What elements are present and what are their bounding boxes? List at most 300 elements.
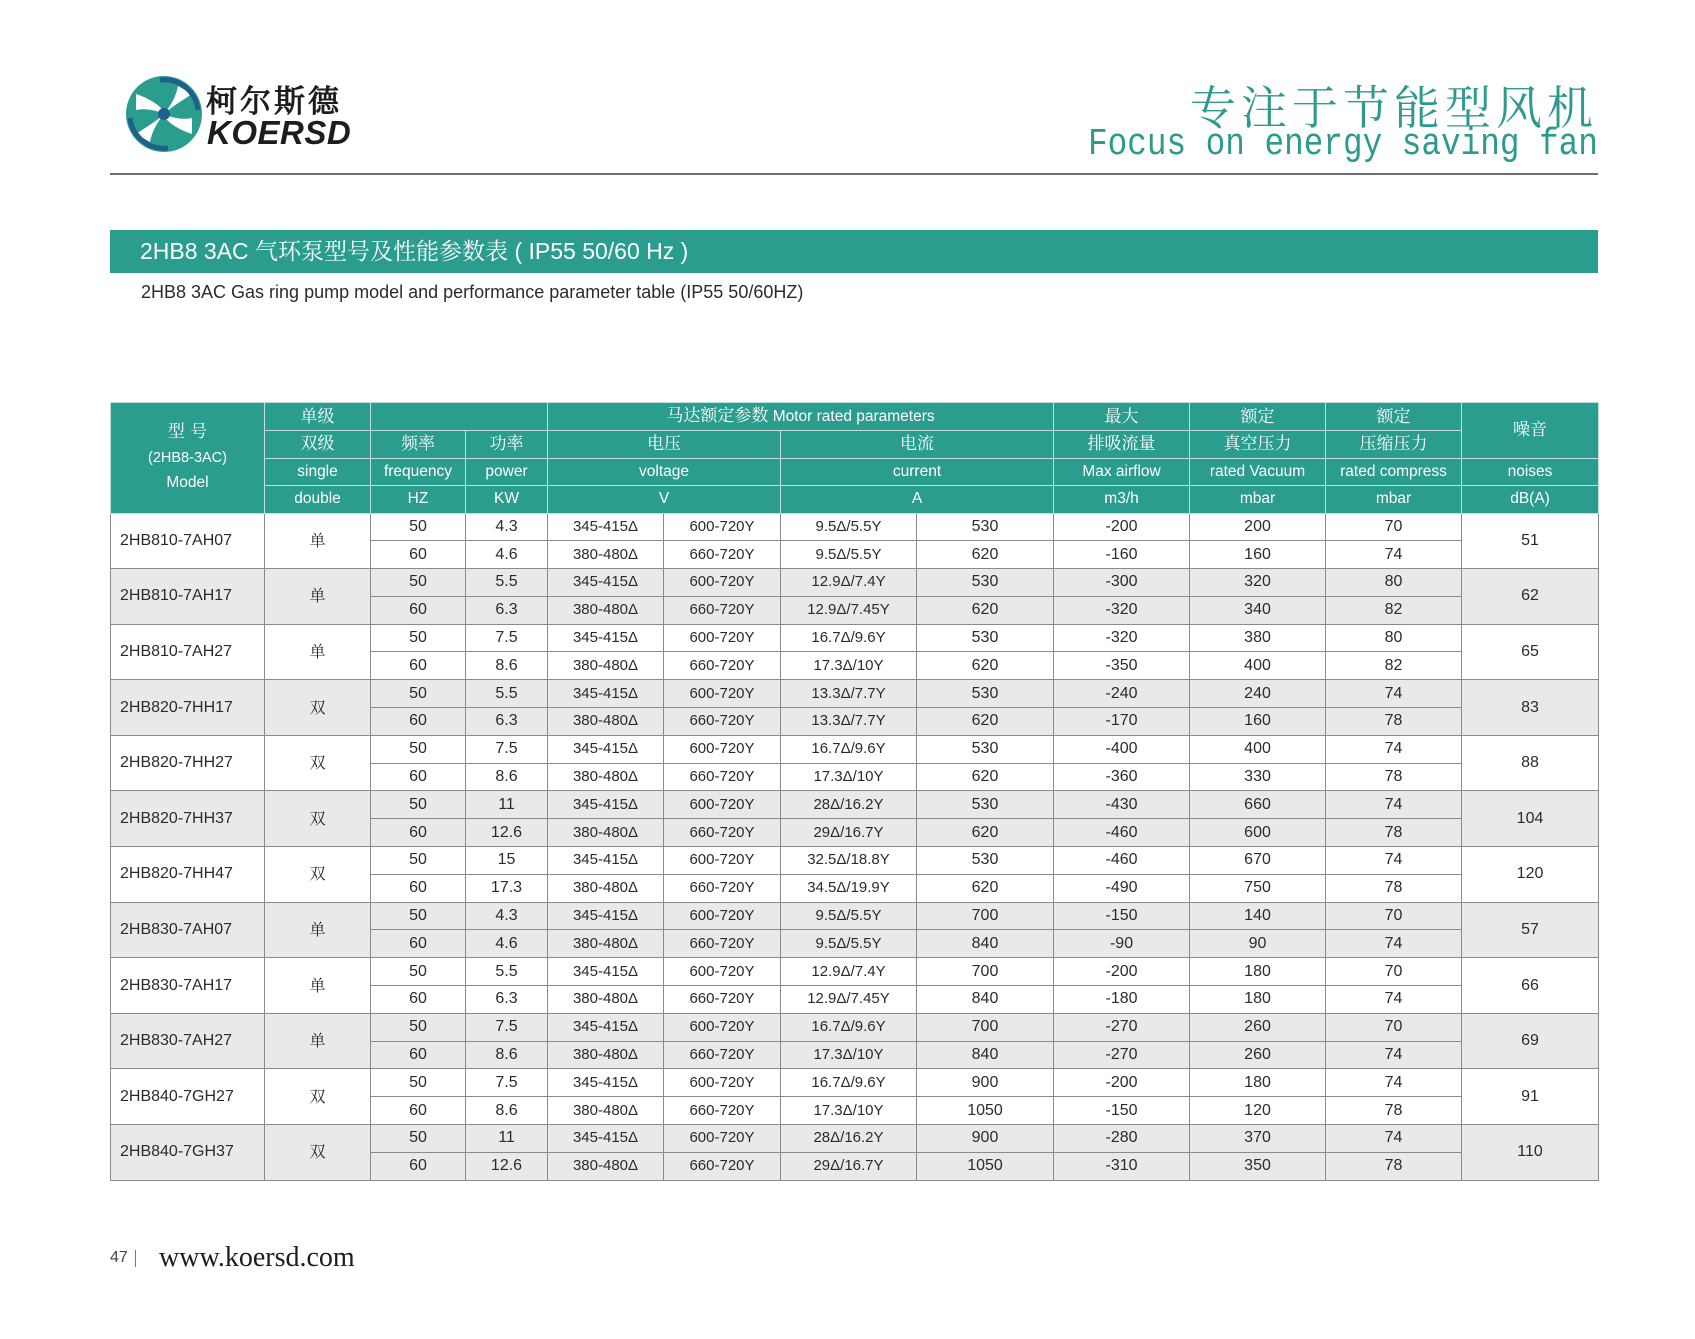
voltage-delta-cell: 345-415Δ bbox=[548, 958, 664, 986]
voltage-delta-cell: 380-480Δ bbox=[548, 596, 664, 624]
frequency-cell: 60 bbox=[371, 874, 466, 902]
page-number: 47 bbox=[110, 1249, 128, 1266]
weight-cell: 66 bbox=[1462, 958, 1599, 1014]
airflow-cell: 530 bbox=[917, 791, 1054, 819]
header-stage-cn-2: 双级 bbox=[265, 431, 371, 459]
weight-cell: 83 bbox=[1462, 680, 1599, 736]
power-cell: 8.6 bbox=[466, 1041, 548, 1069]
airflow-cell: 840 bbox=[917, 986, 1054, 1014]
table-row bbox=[111, 513, 1599, 541]
current-cell: 29Δ/16.7Y bbox=[781, 1152, 917, 1180]
vacuum-cell: -490 bbox=[1054, 874, 1190, 902]
frequency-cell: 50 bbox=[371, 735, 466, 763]
frequency-cell: 60 bbox=[371, 819, 466, 847]
power-cell: 8.6 bbox=[466, 763, 548, 791]
frequency-cell: 60 bbox=[371, 1097, 466, 1125]
model-cell: 2HB820-7HH37 bbox=[111, 791, 265, 847]
weight-cell: 110 bbox=[1462, 1125, 1599, 1181]
header-current-cn: 电流 bbox=[781, 431, 1054, 459]
noise-cell: 70 bbox=[1326, 958, 1462, 986]
noise-cell: 78 bbox=[1326, 819, 1462, 847]
voltage-delta-cell: 380-480Δ bbox=[548, 1152, 664, 1180]
compress-cell: 140 bbox=[1190, 902, 1326, 930]
header-airflow-cn-2: 排吸流量 bbox=[1054, 431, 1190, 459]
header-noise-cn: 噪音 bbox=[1462, 403, 1599, 459]
voltage-star-cell: 660-720Y bbox=[664, 652, 781, 680]
power-cell: 7.5 bbox=[466, 735, 548, 763]
header-motor-cn: 马达额定参数 bbox=[666, 406, 769, 426]
stage-cell: 单 bbox=[265, 624, 371, 680]
airflow-cell: 530 bbox=[917, 735, 1054, 763]
header-stage-en-2: double bbox=[265, 486, 371, 514]
voltage-star-cell: 660-720Y bbox=[664, 708, 781, 736]
header-freq-en: frequency bbox=[371, 458, 466, 486]
power-cell: 4.3 bbox=[466, 902, 548, 930]
table-row bbox=[111, 1125, 1599, 1153]
model-cell: 2HB810-7AH27 bbox=[111, 624, 265, 680]
footer-separator bbox=[135, 1250, 136, 1267]
header-model-code: (2HB8-3AC) bbox=[148, 450, 227, 467]
vacuum-cell: -430 bbox=[1054, 791, 1190, 819]
table-row bbox=[111, 847, 1599, 875]
voltage-star-cell: 660-720Y bbox=[664, 986, 781, 1014]
table-row bbox=[111, 735, 1599, 763]
slogan-cn: 专注于节能型风机 bbox=[1190, 81, 1598, 135]
power-cell: 11 bbox=[466, 1125, 548, 1153]
header-vacuum-unit: mbar bbox=[1190, 486, 1326, 514]
current-cell: 17.3Δ/10Y bbox=[781, 763, 917, 791]
compress-cell: 330 bbox=[1190, 763, 1326, 791]
stage-cell: 单 bbox=[265, 1013, 371, 1069]
airflow-cell: 840 bbox=[917, 1041, 1054, 1069]
vacuum-cell: -240 bbox=[1054, 680, 1190, 708]
header-divider bbox=[110, 173, 1598, 175]
airflow-cell: 530 bbox=[917, 680, 1054, 708]
voltage-delta-cell: 345-415Δ bbox=[548, 1125, 664, 1153]
voltage-delta-cell: 345-415Δ bbox=[548, 902, 664, 930]
voltage-delta-cell: 380-480Δ bbox=[548, 874, 664, 902]
voltage-star-cell: 660-720Y bbox=[664, 1041, 781, 1069]
vacuum-cell: -300 bbox=[1054, 569, 1190, 597]
header-freq-cn: 频率 bbox=[371, 431, 466, 459]
vacuum-cell: -200 bbox=[1054, 513, 1190, 541]
current-cell: 13.3Δ/7.7Y bbox=[781, 708, 917, 736]
vacuum-cell: -280 bbox=[1054, 1125, 1190, 1153]
voltage-delta-cell: 345-415Δ bbox=[548, 1069, 664, 1097]
frequency-cell: 50 bbox=[371, 569, 466, 597]
voltage-star-cell: 600-720Y bbox=[664, 513, 781, 541]
current-cell: 16.7Δ/9.6Y bbox=[781, 1013, 917, 1041]
compress-cell: 350 bbox=[1190, 1152, 1326, 1180]
table-row bbox=[111, 902, 1599, 930]
compress-cell: 320 bbox=[1190, 569, 1326, 597]
noise-cell: 74 bbox=[1326, 986, 1462, 1014]
vacuum-cell: -180 bbox=[1054, 986, 1190, 1014]
noise-cell: 74 bbox=[1326, 1125, 1462, 1153]
airflow-cell: 620 bbox=[917, 708, 1054, 736]
frequency-cell: 60 bbox=[371, 930, 466, 958]
header-airflow-cn-1: 最大 bbox=[1054, 403, 1190, 431]
model-cell: 2HB830-7AH07 bbox=[111, 902, 265, 958]
current-cell: 16.7Δ/9.6Y bbox=[781, 1069, 917, 1097]
noise-cell: 74 bbox=[1326, 1041, 1462, 1069]
power-cell: 6.3 bbox=[466, 986, 548, 1014]
airflow-cell: 530 bbox=[917, 569, 1054, 597]
weight-cell: 57 bbox=[1462, 902, 1599, 958]
weight-cell: 120 bbox=[1462, 847, 1599, 903]
vacuum-cell: -320 bbox=[1054, 596, 1190, 624]
current-cell: 28Δ/16.2Y bbox=[781, 1125, 917, 1153]
voltage-star-cell: 660-720Y bbox=[664, 541, 781, 569]
current-cell: 9.5Δ/5.5Y bbox=[781, 541, 917, 569]
power-cell: 5.5 bbox=[466, 958, 548, 986]
compress-cell: 160 bbox=[1190, 541, 1326, 569]
compress-cell: 370 bbox=[1190, 1125, 1326, 1153]
performance-parameter-table bbox=[110, 402, 1599, 1181]
voltage-delta-cell: 380-480Δ bbox=[548, 541, 664, 569]
voltage-delta-cell: 345-415Δ bbox=[548, 735, 664, 763]
voltage-delta-cell: 380-480Δ bbox=[548, 763, 664, 791]
compress-cell: 340 bbox=[1190, 596, 1326, 624]
power-cell: 17.3 bbox=[466, 874, 548, 902]
frequency-cell: 50 bbox=[371, 1069, 466, 1097]
noise-cell: 74 bbox=[1326, 791, 1462, 819]
noise-cell: 70 bbox=[1326, 513, 1462, 541]
voltage-star-cell: 660-720Y bbox=[664, 930, 781, 958]
current-cell: 16.7Δ/9.6Y bbox=[781, 624, 917, 652]
noise-cell: 74 bbox=[1326, 1069, 1462, 1097]
frequency-cell: 60 bbox=[371, 596, 466, 624]
weight-cell: 69 bbox=[1462, 1013, 1599, 1069]
voltage-delta-cell: 380-480Δ bbox=[548, 1041, 664, 1069]
vacuum-cell: -150 bbox=[1054, 902, 1190, 930]
voltage-star-cell: 600-720Y bbox=[664, 1125, 781, 1153]
current-cell: 17.3Δ/10Y bbox=[781, 652, 917, 680]
model-cell: 2HB820-7HH27 bbox=[111, 735, 265, 791]
voltage-delta-cell: 380-480Δ bbox=[548, 708, 664, 736]
airflow-cell: 620 bbox=[917, 652, 1054, 680]
power-cell: 15 bbox=[466, 847, 548, 875]
airflow-cell: 620 bbox=[917, 541, 1054, 569]
airflow-cell: 620 bbox=[917, 819, 1054, 847]
noise-cell: 70 bbox=[1326, 902, 1462, 930]
voltage-delta-cell: 380-480Δ bbox=[548, 819, 664, 847]
airflow-cell: 840 bbox=[917, 930, 1054, 958]
table-body bbox=[111, 513, 1599, 1180]
stage-cell: 双 bbox=[265, 1125, 371, 1181]
header-vacuum-cn-2: 真空压力 bbox=[1190, 431, 1326, 459]
current-cell: 29Δ/16.7Y bbox=[781, 819, 917, 847]
power-cell: 12.6 bbox=[466, 1152, 548, 1180]
power-cell: 12.6 bbox=[466, 819, 548, 847]
model-cell: 2HB830-7AH17 bbox=[111, 958, 265, 1014]
table-row bbox=[111, 1069, 1599, 1097]
airflow-cell: 530 bbox=[917, 847, 1054, 875]
current-cell: 12.9Δ/7.4Y bbox=[781, 958, 917, 986]
model-cell: 2HB840-7GH27 bbox=[111, 1069, 265, 1125]
noise-cell: 74 bbox=[1326, 680, 1462, 708]
airflow-cell: 1050 bbox=[917, 1097, 1054, 1125]
header-noise-en: noises bbox=[1462, 458, 1599, 486]
table-row bbox=[111, 958, 1599, 986]
current-cell: 9.5Δ/5.5Y bbox=[781, 930, 917, 958]
frequency-cell: 60 bbox=[371, 541, 466, 569]
compress-cell: 180 bbox=[1190, 958, 1326, 986]
noise-cell: 82 bbox=[1326, 596, 1462, 624]
frequency-cell: 50 bbox=[371, 680, 466, 708]
header-stage-en-1: single bbox=[265, 458, 371, 486]
table-row bbox=[111, 624, 1599, 652]
voltage-star-cell: 600-720Y bbox=[664, 735, 781, 763]
noise-cell: 80 bbox=[1326, 569, 1462, 597]
power-cell: 4.6 bbox=[466, 930, 548, 958]
table-row bbox=[111, 791, 1599, 819]
current-cell: 17.3Δ/10Y bbox=[781, 1041, 917, 1069]
compress-cell: 120 bbox=[1190, 1097, 1326, 1125]
airflow-cell: 620 bbox=[917, 596, 1054, 624]
table-row bbox=[111, 1013, 1599, 1041]
vacuum-cell: -360 bbox=[1054, 763, 1190, 791]
noise-cell: 70 bbox=[1326, 1013, 1462, 1041]
header-compress-cn-1: 额定 bbox=[1326, 403, 1462, 431]
vacuum-cell: -310 bbox=[1054, 1152, 1190, 1180]
header-noise-unit: dB(A) bbox=[1462, 486, 1599, 514]
power-cell: 11 bbox=[466, 791, 548, 819]
current-cell: 12.9Δ/7.4Y bbox=[781, 569, 917, 597]
weight-cell: 51 bbox=[1462, 513, 1599, 569]
vacuum-cell: -270 bbox=[1054, 1013, 1190, 1041]
header-compress-cn-2: 压缩压力 bbox=[1326, 431, 1462, 459]
frequency-cell: 50 bbox=[371, 624, 466, 652]
voltage-star-cell: 600-720Y bbox=[664, 791, 781, 819]
stage-cell: 双 bbox=[265, 847, 371, 903]
table-row bbox=[111, 680, 1599, 708]
frequency-cell: 50 bbox=[371, 958, 466, 986]
airflow-cell: 620 bbox=[917, 874, 1054, 902]
header-model bbox=[111, 403, 265, 514]
model-cell: 2HB810-7AH17 bbox=[111, 569, 265, 625]
voltage-star-cell: 660-720Y bbox=[664, 1152, 781, 1180]
header-stage-cn-1: 单级 bbox=[265, 403, 371, 431]
model-cell: 2HB840-7GH37 bbox=[111, 1125, 265, 1181]
current-cell: 13.3Δ/7.7Y bbox=[781, 680, 917, 708]
weight-cell: 88 bbox=[1462, 735, 1599, 791]
power-cell: 8.6 bbox=[466, 1097, 548, 1125]
compress-cell: 180 bbox=[1190, 1069, 1326, 1097]
noise-cell: 78 bbox=[1326, 763, 1462, 791]
vacuum-cell: -150 bbox=[1054, 1097, 1190, 1125]
voltage-delta-cell: 345-415Δ bbox=[548, 847, 664, 875]
current-cell: 16.7Δ/9.6Y bbox=[781, 735, 917, 763]
noise-cell: 78 bbox=[1326, 874, 1462, 902]
voltage-delta-cell: 345-415Δ bbox=[548, 569, 664, 597]
header-power-cn: 功率 bbox=[466, 431, 548, 459]
website-url: www.koersd.com bbox=[159, 1242, 355, 1273]
vacuum-cell: -270 bbox=[1054, 1041, 1190, 1069]
frequency-cell: 60 bbox=[371, 708, 466, 736]
voltage-delta-cell: 345-415Δ bbox=[548, 680, 664, 708]
current-cell: 9.5Δ/5.5Y bbox=[781, 902, 917, 930]
stage-cell: 单 bbox=[265, 958, 371, 1014]
table-title-bar bbox=[110, 230, 1598, 273]
header-freq-unit: HZ bbox=[371, 486, 466, 514]
slogan-en: Focus on energy saving fan bbox=[1088, 123, 1598, 166]
stage-cell: 单 bbox=[265, 513, 371, 569]
voltage-delta-cell: 345-415Δ bbox=[548, 624, 664, 652]
frequency-cell: 60 bbox=[371, 1041, 466, 1069]
compress-cell: 400 bbox=[1190, 735, 1326, 763]
power-cell: 7.5 bbox=[466, 624, 548, 652]
table-header bbox=[111, 403, 1599, 514]
noise-cell: 74 bbox=[1326, 930, 1462, 958]
vacuum-cell: -160 bbox=[1054, 541, 1190, 569]
brand-name-cn: 柯尔斯德 bbox=[206, 84, 342, 120]
voltage-star-cell: 600-720Y bbox=[664, 624, 781, 652]
voltage-star-cell: 600-720Y bbox=[664, 1013, 781, 1041]
frequency-cell: 50 bbox=[371, 902, 466, 930]
noise-cell: 82 bbox=[1326, 652, 1462, 680]
model-cell: 2HB810-7AH07 bbox=[111, 513, 265, 569]
compress-cell: 180 bbox=[1190, 986, 1326, 1014]
noise-cell: 74 bbox=[1326, 847, 1462, 875]
vacuum-cell: -460 bbox=[1054, 847, 1190, 875]
stage-cell: 双 bbox=[265, 735, 371, 791]
compress-cell: 90 bbox=[1190, 930, 1326, 958]
header-voltage-unit: V bbox=[548, 486, 781, 514]
voltage-star-cell: 600-720Y bbox=[664, 958, 781, 986]
stage-cell: 单 bbox=[265, 569, 371, 625]
voltage-star-cell: 660-720Y bbox=[664, 596, 781, 624]
stage-cell: 双 bbox=[265, 1069, 371, 1125]
airflow-cell: 620 bbox=[917, 763, 1054, 791]
header-compress-unit: mbar bbox=[1326, 486, 1462, 514]
compress-cell: 200 bbox=[1190, 513, 1326, 541]
power-cell: 4.3 bbox=[466, 513, 548, 541]
compress-cell: 660 bbox=[1190, 791, 1326, 819]
vacuum-cell: -170 bbox=[1054, 708, 1190, 736]
header-compress-en: rated compress bbox=[1326, 458, 1462, 486]
compress-cell: 400 bbox=[1190, 652, 1326, 680]
header-airflow-unit: m3/h bbox=[1054, 486, 1190, 514]
voltage-delta-cell: 380-480Δ bbox=[548, 1097, 664, 1125]
stage-cell: 双 bbox=[265, 680, 371, 736]
noise-cell: 78 bbox=[1326, 1152, 1462, 1180]
power-cell: 7.5 bbox=[466, 1013, 548, 1041]
current-cell: 28Δ/16.2Y bbox=[781, 791, 917, 819]
header-power-unit: KW bbox=[466, 486, 548, 514]
frequency-cell: 50 bbox=[371, 1013, 466, 1041]
table-subtitle-en: 2HB8 3AC Gas ring pump model and performance parameter table (IP55 50/60HZ) bbox=[141, 282, 804, 302]
model-cell: 2HB820-7HH17 bbox=[111, 680, 265, 736]
power-cell: 6.3 bbox=[466, 596, 548, 624]
header-vacuum-cn-1: 额定 bbox=[1190, 403, 1326, 431]
power-cell: 8.6 bbox=[466, 652, 548, 680]
vacuum-cell: -320 bbox=[1054, 624, 1190, 652]
weight-cell: 65 bbox=[1462, 624, 1599, 680]
vacuum-cell: -200 bbox=[1054, 1069, 1190, 1097]
header-motor bbox=[548, 403, 1054, 431]
compress-cell: 260 bbox=[1190, 1013, 1326, 1041]
noise-cell: 78 bbox=[1326, 1097, 1462, 1125]
current-cell: 17.3Δ/10Y bbox=[781, 1097, 917, 1125]
power-cell: 6.3 bbox=[466, 708, 548, 736]
voltage-delta-cell: 345-415Δ bbox=[548, 513, 664, 541]
current-cell: 12.9Δ/7.45Y bbox=[781, 986, 917, 1014]
voltage-star-cell: 660-720Y bbox=[664, 874, 781, 902]
compress-cell: 750 bbox=[1190, 874, 1326, 902]
compress-cell: 380 bbox=[1190, 624, 1326, 652]
weight-cell: 62 bbox=[1462, 569, 1599, 625]
power-cell: 5.5 bbox=[466, 680, 548, 708]
header-current-en: current bbox=[781, 458, 1054, 486]
noise-cell: 80 bbox=[1326, 624, 1462, 652]
frequency-cell: 60 bbox=[371, 986, 466, 1014]
compress-cell: 260 bbox=[1190, 1041, 1326, 1069]
voltage-star-cell: 660-720Y bbox=[664, 763, 781, 791]
airflow-cell: 700 bbox=[917, 1013, 1054, 1041]
voltage-delta-cell: 380-480Δ bbox=[548, 930, 664, 958]
airflow-cell: 700 bbox=[917, 958, 1054, 986]
vacuum-cell: -90 bbox=[1054, 930, 1190, 958]
airflow-cell: 900 bbox=[917, 1125, 1054, 1153]
voltage-delta-cell: 380-480Δ bbox=[548, 652, 664, 680]
voltage-delta-cell: 345-415Δ bbox=[548, 1013, 664, 1041]
vacuum-cell: -200 bbox=[1054, 958, 1190, 986]
koersd-logo-icon bbox=[124, 74, 204, 154]
frequency-cell: 60 bbox=[371, 763, 466, 791]
voltage-delta-cell: 380-480Δ bbox=[548, 986, 664, 1014]
airflow-cell: 530 bbox=[917, 624, 1054, 652]
header-model-cn: 型 号 bbox=[167, 422, 208, 443]
table-title-cn: 2HB8 3AC 气环泵型号及性能参数表 ( IP55 50/60 Hz ) bbox=[140, 238, 689, 264]
voltage-star-cell: 600-720Y bbox=[664, 569, 781, 597]
header-model-en: Model bbox=[166, 474, 209, 492]
noise-cell: 74 bbox=[1326, 735, 1462, 763]
current-cell: 9.5Δ/5.5Y bbox=[781, 513, 917, 541]
frequency-cell: 60 bbox=[371, 1152, 466, 1180]
voltage-star-cell: 660-720Y bbox=[664, 1097, 781, 1125]
noise-cell: 74 bbox=[1326, 541, 1462, 569]
model-cell: 2HB820-7HH47 bbox=[111, 847, 265, 903]
compress-cell: 240 bbox=[1190, 680, 1326, 708]
power-cell: 4.6 bbox=[466, 541, 548, 569]
airflow-cell: 700 bbox=[917, 902, 1054, 930]
noise-cell: 78 bbox=[1326, 708, 1462, 736]
voltage-star-cell: 600-720Y bbox=[664, 1069, 781, 1097]
frequency-cell: 50 bbox=[371, 847, 466, 875]
stage-cell: 双 bbox=[265, 791, 371, 847]
frequency-cell: 50 bbox=[371, 791, 466, 819]
header-power-en: power bbox=[466, 458, 548, 486]
weight-cell: 104 bbox=[1462, 791, 1599, 847]
brand-name-en: KOERSD bbox=[207, 114, 352, 151]
power-cell: 7.5 bbox=[466, 1069, 548, 1097]
table-row bbox=[111, 569, 1599, 597]
vacuum-cell: -460 bbox=[1054, 819, 1190, 847]
voltage-star-cell: 600-720Y bbox=[664, 847, 781, 875]
header-voltage-en: voltage bbox=[548, 458, 781, 486]
current-cell: 32.5Δ/18.8Y bbox=[781, 847, 917, 875]
current-cell: 34.5Δ/19.9Y bbox=[781, 874, 917, 902]
compress-cell: 600 bbox=[1190, 819, 1326, 847]
frequency-cell: 50 bbox=[371, 513, 466, 541]
compress-cell: 670 bbox=[1190, 847, 1326, 875]
vacuum-cell: -350 bbox=[1054, 652, 1190, 680]
header-motor-en: Motor rated parameters bbox=[772, 408, 935, 425]
airflow-cell: 900 bbox=[917, 1069, 1054, 1097]
stage-cell: 单 bbox=[265, 902, 371, 958]
vacuum-cell: -400 bbox=[1054, 735, 1190, 763]
